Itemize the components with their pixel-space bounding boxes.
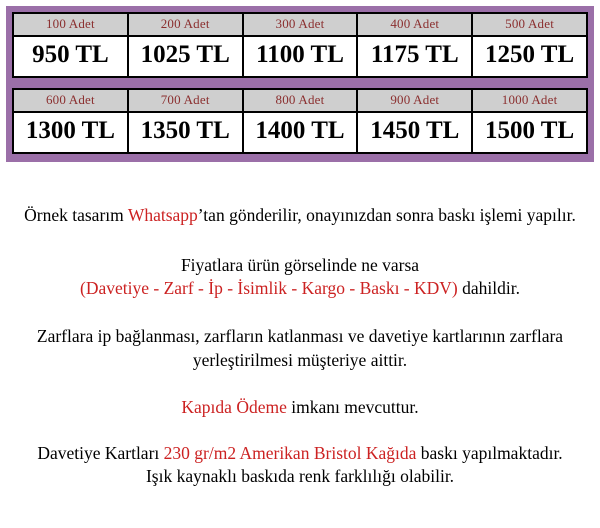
note-highlight: Kapıda Ödeme (181, 397, 287, 418)
quantity-label: 600 Adet (14, 90, 127, 113)
note-highlight: Whatsapp (127, 205, 198, 225)
price-value: 1450 TL (358, 113, 471, 152)
note-highlight: (Davetiye - Zarf - İp - İsimlik - Kargo - Baskı - KDV) (80, 278, 458, 299)
quantity-label: 500 Adet (473, 14, 586, 37)
note-text: baskı yapılmaktadır. (416, 442, 563, 463)
pricing-row-1 (12, 12, 588, 78)
quantity-label: 400 Adet (358, 14, 471, 37)
note-text: dahildir. (457, 278, 520, 299)
pricing-table (6, 6, 594, 162)
note-text: yerleştirilmesi müşteriye aittir. (192, 349, 408, 370)
note-text: Örnek tasarım (24, 205, 128, 225)
price-value: 1500 TL (473, 113, 586, 152)
note-included (8, 254, 592, 301)
note-highlight: 230 gr/m2 Amerikan Bristol Kağıda (163, 442, 417, 463)
price-value: 1400 TL (244, 113, 357, 152)
note-customer-responsibility (8, 325, 592, 372)
price-cell (244, 88, 359, 154)
note-payment (8, 396, 592, 420)
price-cell (129, 12, 244, 78)
note-paper (8, 442, 592, 489)
price-value: 1025 TL (129, 37, 242, 76)
notes-section (0, 204, 600, 489)
note-text: Işık kaynaklı baskıda renk farklılığı olabilir. (145, 466, 455, 487)
quantity-label: 300 Adet (244, 14, 357, 37)
price-cell (244, 12, 359, 78)
note-text: ’tan gönderilir, onayınızdan sonra baskı işlemi yapılır. (197, 205, 576, 225)
price-cell (12, 88, 129, 154)
price-cell (12, 12, 129, 78)
price-cell (473, 12, 588, 78)
price-value: 1175 TL (358, 37, 471, 76)
price-list-page (0, 6, 600, 528)
note-whatsapp (8, 204, 592, 228)
note-text: Zarflara ip bağlanması, zarfların katlanması ve davetiye kartlarının zarflara (36, 325, 564, 346)
quantity-label: 100 Adet (14, 14, 127, 37)
price-cell (473, 88, 588, 154)
price-value: 1300 TL (14, 113, 127, 152)
price-cell (358, 12, 473, 78)
quantity-label: 200 Adet (129, 14, 242, 37)
price-value: 950 TL (14, 37, 127, 76)
quantity-label: 900 Adet (358, 90, 471, 113)
pricing-row-2 (12, 88, 588, 154)
price-value: 1250 TL (473, 37, 586, 76)
price-value: 1100 TL (244, 37, 357, 76)
note-text: imkanı mevcuttur. (286, 397, 419, 418)
price-value: 1350 TL (129, 113, 242, 152)
price-cell (358, 88, 473, 154)
quantity-label: 800 Adet (244, 90, 357, 113)
quantity-label: 700 Adet (129, 90, 242, 113)
price-cell (129, 88, 244, 154)
quantity-label: 1000 Adet (473, 90, 586, 113)
note-text: Davetiye Kartları (37, 442, 164, 463)
note-text: Fiyatlara ürün görselinde ne varsa (180, 254, 420, 275)
